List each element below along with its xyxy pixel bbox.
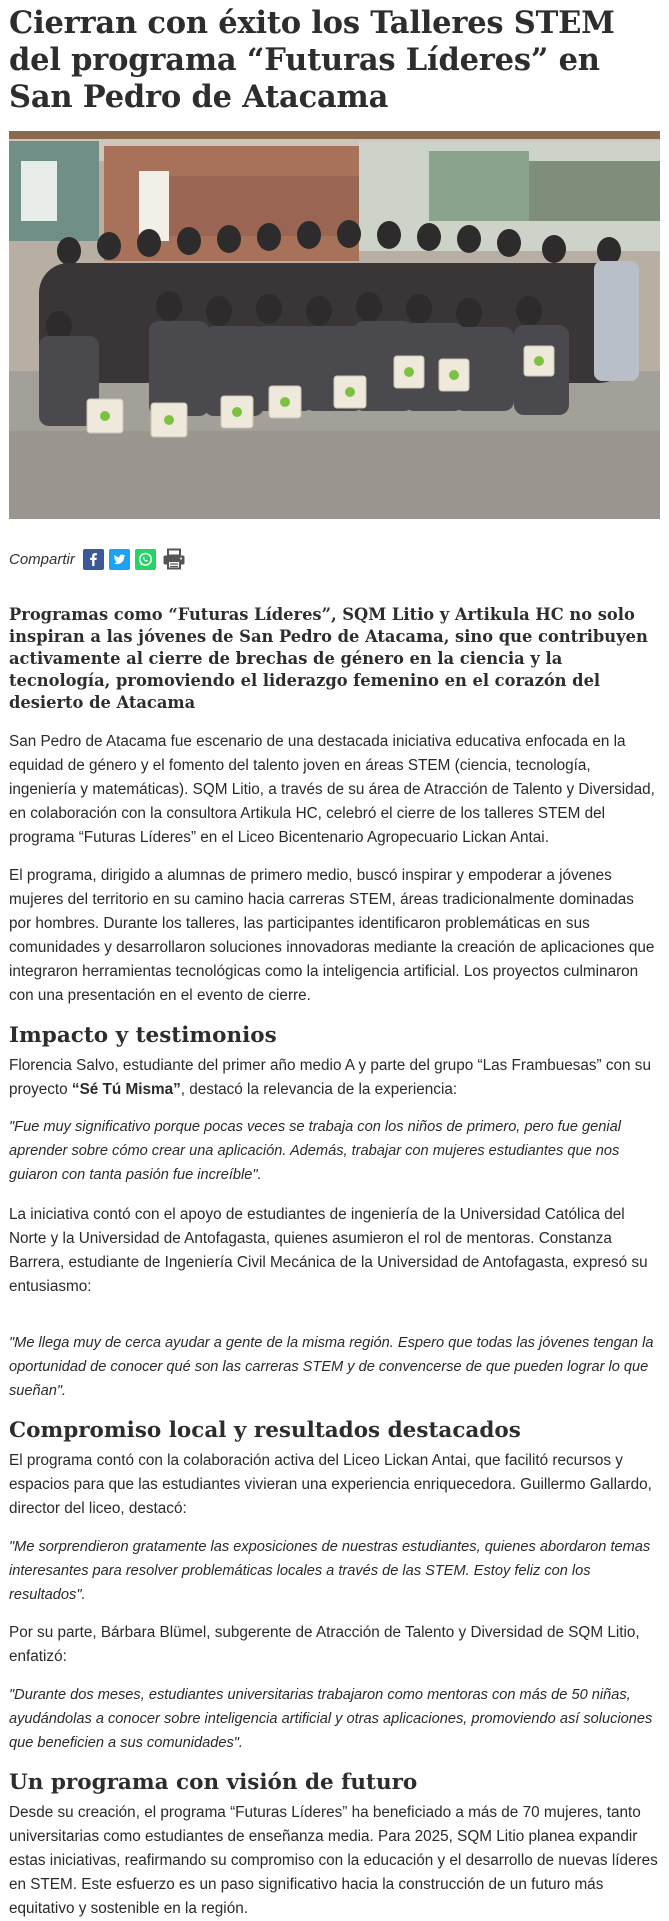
heading-impacto: Impacto y testimonios: [9, 1023, 277, 1048]
share-label: Compartir: [9, 550, 75, 568]
facebook-share-button[interactable]: [83, 549, 104, 570]
paragraph-3: [9, 1054, 660, 1102]
project-name: “Sé Tú Misma”: [71, 1081, 181, 1098]
quote-florencia: "Fue muy significativo porque pocas veces se trabaja con los niños de primero, pero fue genial aprender sobre cómo crear una aplicación. Además, trabajar con mujeres estudiantes que nos guiaron con tanta pasión fue increíble".: [9, 1119, 621, 1183]
print-button[interactable]: [161, 549, 187, 570]
paragraph-3-text-b: , destacó la relevancia de la experiencia:: [180, 1081, 458, 1098]
whatsapp-icon: [135, 549, 156, 570]
paragraph-3-text-a: Florencia Salvo, estudiante del primer año medio A y parte del grupo “Las Frambuesas” con su proyecto: [9, 1057, 651, 1098]
paragraph-5: El programa contó con la colaboración activa del Liceo Lickan Antai, que facilitó recursos y espacios para que las estudiantes vivieran una experiencia enriquecedora. Guillermo Gallardo, director del liceo, destacó:: [9, 1452, 652, 1517]
hero-image: [9, 131, 660, 519]
quote-guillermo: "Me sorprendieron gratamente las exposiciones de nuestras estudiantes, quienes abordaron temas interesantes para resolver problemáticas locales a través de las STEM. Estoy feliz con los resultados".: [9, 1539, 651, 1603]
twitter-share-button[interactable]: [109, 549, 130, 570]
hero-photo-illustration: [9, 131, 660, 519]
facebook-icon: [83, 549, 104, 570]
heading-futuro: Un programa con visión de futuro: [9, 1770, 418, 1795]
share-bar: [9, 547, 660, 571]
paragraph-1: San Pedro de Atacama fue escenario de una destacada iniciativa educativa enfocada en la equidad de género y el fomento del talento joven en áreas STEM (ciencia, tecnología, ingeniería y matemáticas). SQM Litio, a través de su área de Atracción de Talento y Diversidad, en colaboración con la consultora Artikula HC, celebró el cierre de los talleres STEM del programa “Futuras Líderes” en el Liceo Bicentenario Agropecuario Lickan Antai.: [9, 733, 655, 846]
paragraph-4: La iniciativa contó con el apoyo de estudiantes de ingeniería de la Universidad Católica del Norte y la Universidad de Antofagasta, quienes asumieron el rol de mentoras. Constanza Barrera, estudiante de Ingeniería Civil Mecánica de la Universidad de Antofagasta, expresó su entusiasmo:: [9, 1206, 648, 1295]
twitter-icon: [109, 549, 130, 570]
quote-barbara: "Durante dos meses, estudiantes universitarias trabajaron como mentoras con más de 50 niñas, ayudándolas a conocer sobre inteligencia artificial y otras aplicaciones, promoviendo así soluciones que beneficien a sus comunidades".: [9, 1687, 653, 1751]
article-lead: Programas como “Futuras Líderes”, SQM Litio y Artikula HC no solo inspiran a las jóvenes de San Pedro de Atacama, sino que contribuyen activamente al cierre de brechas de género en la ciencia y la tecnología, promoviendo el liderazgo femenino en el corazón del desierto de Atacama: [9, 605, 648, 712]
article-title: Cierran con éxito los Talleres STEM del programa “Futuras Líderes” en San Pedro de Atacama: [9, 5, 615, 115]
paragraph-6: Por su parte, Bárbara Blümel, subgerente de Atracción de Talento y Diversidad de SQM Litio, enfatizó:: [9, 1624, 640, 1665]
whatsapp-share-button[interactable]: [135, 549, 156, 570]
heading-compromiso: Compromiso local y resultados destacados: [9, 1418, 521, 1443]
print-icon: [162, 548, 186, 570]
quote-constanza: "Me llega muy de cerca ayudar a gente de la misma región. Espero que todas las jóvenes tengan la oportunidad de conocer qué son las carreras STEM y de convencerse de que pueden lograr lo que sueñan".: [9, 1335, 654, 1399]
paragraph-2: El programa, dirigido a alumnas de primero medio, buscó inspirar y empoderar a jóvenes mujeres del territorio en su camino hacia carreras STEM, áreas tradicionalmente dominadas por hombres. Durante los talleres, las participantes identificaron problemáticas en sus comunidades y desarrollaron soluciones innovadoras mediante la creación de aplicaciones que integraron herramientas tecnológicas como la inteligencia artificial. Los proyectos culminaron con una presentación en el evento de cierre.: [9, 867, 655, 1004]
paragraph-7: Desde su creación, el programa “Futuras Líderes” ha beneficiado a más de 70 mujeres, tanto universitarias como estudiantes de enseñanza media. Para 2025, SQM Litio planea expandir estas iniciativas, reafirmando su compromiso con la educación y el desarrollo de nuevas líderes en STEM. Este esfuerzo es un paso significativo hacia la construcción de un futuro más equitativo y sostenible en la región.: [9, 1804, 658, 1917]
